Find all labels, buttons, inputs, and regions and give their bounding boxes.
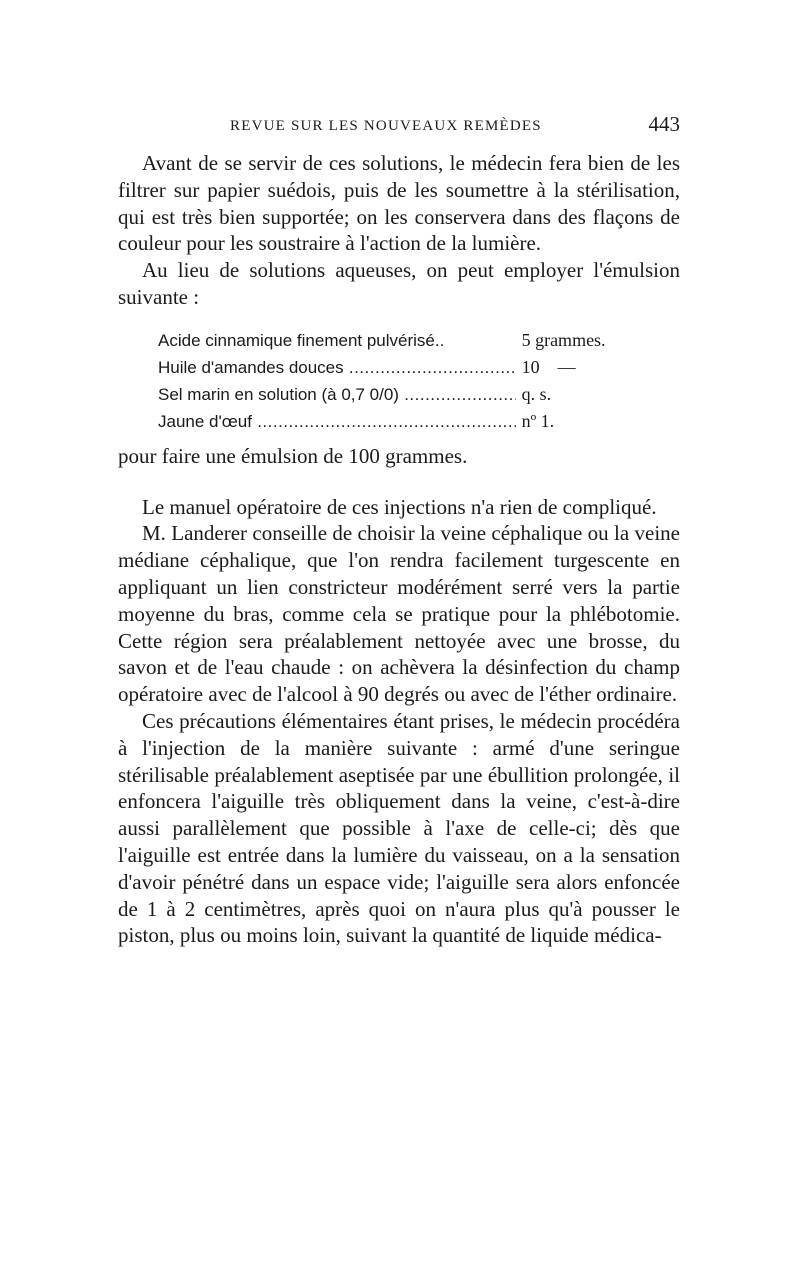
ingredient-quantity: q. s. [521, 383, 552, 404]
recipe-row [158, 408, 650, 435]
ingredient-name: Sel marin en solution (à 0,7 0/0) ..... [158, 385, 516, 404]
ingredient-quantity: 10 — [521, 356, 576, 377]
ingredient-name: Jaune d'œuf ..... [158, 412, 516, 431]
ingredient-cell [158, 409, 516, 435]
paragraph-landerer: M. Landerer conseille de choisir la veine céphalique ou la veine médiane céphalique, que l'on rendra facilement turgescente en appliquant un lien constricteur modérément serré vers la partie moyenne du bras, comme cela se pratique pour la phlébotomie. Cette région sera préalablement nettoyée avec une brosse, du savon et de l'eau chaude : on achèvera la désinfection du champ opératoire avec de l'alcool à 90 degrés ou avec de l'éther ordinaire. [118, 521, 680, 707]
ingredient-cell [158, 382, 516, 408]
page-number: 443 [648, 112, 680, 136]
running-header [118, 112, 680, 138]
recipe-row [158, 354, 650, 381]
ingredient-name: Huile d'amandes douces ..... [158, 358, 516, 377]
ingredient-quantity: 5 grammes. [521, 329, 606, 350]
ingredient-cell [158, 355, 516, 381]
recipe-conclusion: pour faire une émulsion de 100 grammes. [118, 443, 468, 468]
book-page [118, 112, 680, 949]
recipe-table [158, 327, 650, 435]
paragraph-procedure-intro: Le manuel opératoire de ces injections n'a rien de compliqué. [142, 494, 657, 519]
recipe-row [158, 327, 650, 354]
section-gap [118, 470, 680, 494]
recipe-row [158, 381, 650, 408]
paragraph-sterilisation: Avant de se servir de ces solutions, le médecin fera bien de les filtrer sur papier suédois, puis de les soumettre à la stérilisation, qui est très bien supportée; on les conservera dans des flaçons de couleur pour les soustraire à l'action de la lumière. [118, 151, 680, 256]
paragraph-emulsion-intro: Au lieu de solutions aqueuses, on peut employer l'émulsion suivante : [118, 258, 680, 309]
paragraph-injection: Ces précautions élémentaires étant prises, le médecin procédéra à l'injection de la manière suivante : armé d'une seringue stérilisable préalablement aseptisée par une ébullition prolongée, il enfoncera l'aiguille très obliquement dans la veine, c'est-à-dire aussi parallèlement que possible à l'axe de celle-ci; dès que l'aiguille est entrée dans la lumière du vaisseau, on a la sensation d'avoir pénétré dans un espace vide; l'aiguille sera alors enfoncée de 1 à 2 centimètres, après quoi on n'aura plus qu'à pousser le piston, plus ou moins loin, suivant la quantité de liquide médica- [118, 708, 680, 948]
ingredient-quantity: nº 1. [521, 410, 555, 431]
running-title: REVUE SUR LES NOUVEAUX REMÈDES [230, 118, 542, 134]
ingredient-name: Acide cinnamique finement pulvérisé.. [158, 330, 445, 350]
